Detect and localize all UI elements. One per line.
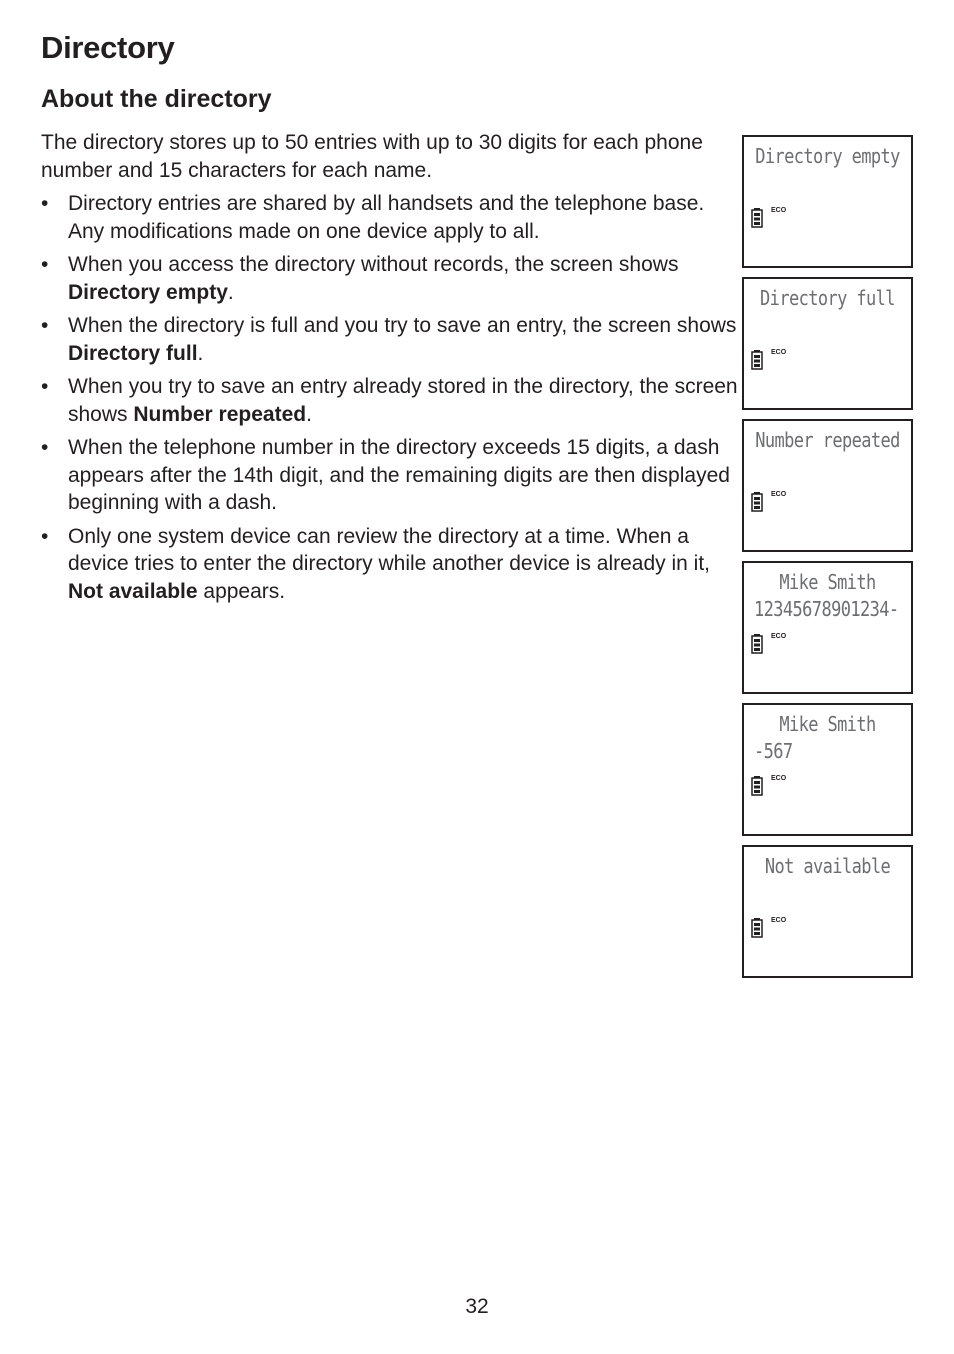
lcd-line-1: Not available xyxy=(764,855,891,879)
bullet-text: When you try to save an entry already stored in the directory, the screen shows xyxy=(68,375,738,426)
bullet-text: Only one system device can review the directory at a time. When a device tries to enter the directory while another device is already in it, xyxy=(68,524,710,575)
lcd-line-1: Directory full xyxy=(760,287,895,311)
lcd-line-1: Mike Smith xyxy=(779,713,876,737)
bullet-item xyxy=(41,523,741,606)
bullet-list xyxy=(41,190,741,611)
eco-indicator: ECO xyxy=(771,775,787,782)
bullet-text: Directory entries are shared by all handsets and the telephone base. Any modifications made on one device apply to all. xyxy=(68,192,705,243)
bullet-bold-text: Directory empty xyxy=(68,280,228,304)
lcd-screen-number-repeated xyxy=(742,419,913,552)
lcd-line-1: Mike Smith xyxy=(779,571,876,595)
battery-icon xyxy=(751,350,763,370)
bullet-text-end: . xyxy=(197,341,204,365)
lcd-screen-number-continued xyxy=(742,703,913,836)
intro-paragraph: The directory stores up to 50 entries with up to 30 digits for each phone number and 15 characters for each name. xyxy=(41,131,703,182)
battery-icon xyxy=(751,208,763,228)
battery-icon xyxy=(751,918,763,938)
bullet-text: When you access the directory without records, the screen shows xyxy=(68,253,679,276)
bullet-item xyxy=(41,373,741,428)
battery-icon xyxy=(751,776,763,796)
bullet-text-end: appears. xyxy=(197,579,286,603)
bullet-dot: • xyxy=(41,436,49,459)
section-title: About the directory xyxy=(41,85,272,113)
page-title: Directory xyxy=(41,30,175,65)
eco-indicator: ECO xyxy=(771,207,787,214)
lcd-line-2: -567 xyxy=(754,740,793,764)
bullet-dot: • xyxy=(41,253,49,276)
bullet-item xyxy=(41,312,741,367)
bullet-item xyxy=(41,190,741,245)
lcd-screen-not-available xyxy=(742,845,913,978)
battery-icon xyxy=(751,634,763,654)
lcd-line-2: 12345678901234- xyxy=(754,598,899,622)
bullet-bold-text: Not available xyxy=(68,579,198,603)
eco-indicator: ECO xyxy=(771,633,787,640)
lcd-screen-directory-empty xyxy=(742,135,913,268)
bullet-dot: • xyxy=(41,192,49,215)
battery-icon xyxy=(751,492,763,512)
eco-indicator: ECO xyxy=(771,491,787,498)
bullet-text: When the telephone number in the directory exceeds 15 digits, a dash appears after the 14th digit, and the remaining digits are then displayed beginning with a dash. xyxy=(68,436,730,514)
bullet-dot: • xyxy=(41,375,49,398)
bullet-text: When the directory is full and you try to save an entry, the screen shows xyxy=(68,314,737,337)
eco-indicator: ECO xyxy=(771,917,787,924)
bullet-text-end: . xyxy=(306,402,312,426)
lcd-screen-directory-full xyxy=(742,277,913,410)
bullet-item xyxy=(41,251,741,306)
bullet-bold-text: Directory full xyxy=(68,341,198,365)
lcd-screen-long-number xyxy=(742,561,913,694)
bullet-dot: • xyxy=(41,314,49,337)
lcd-line-1: Number repeated xyxy=(755,429,900,453)
lcd-line-1: Directory empty xyxy=(755,145,900,169)
bullet-item xyxy=(41,434,741,517)
eco-indicator: ECO xyxy=(771,349,787,356)
bullet-text-end: . xyxy=(227,280,234,304)
bullet-dot: • xyxy=(41,524,49,548)
bullet-bold-text: Number repeated xyxy=(133,402,307,426)
page-number: 32 xyxy=(465,1295,489,1318)
